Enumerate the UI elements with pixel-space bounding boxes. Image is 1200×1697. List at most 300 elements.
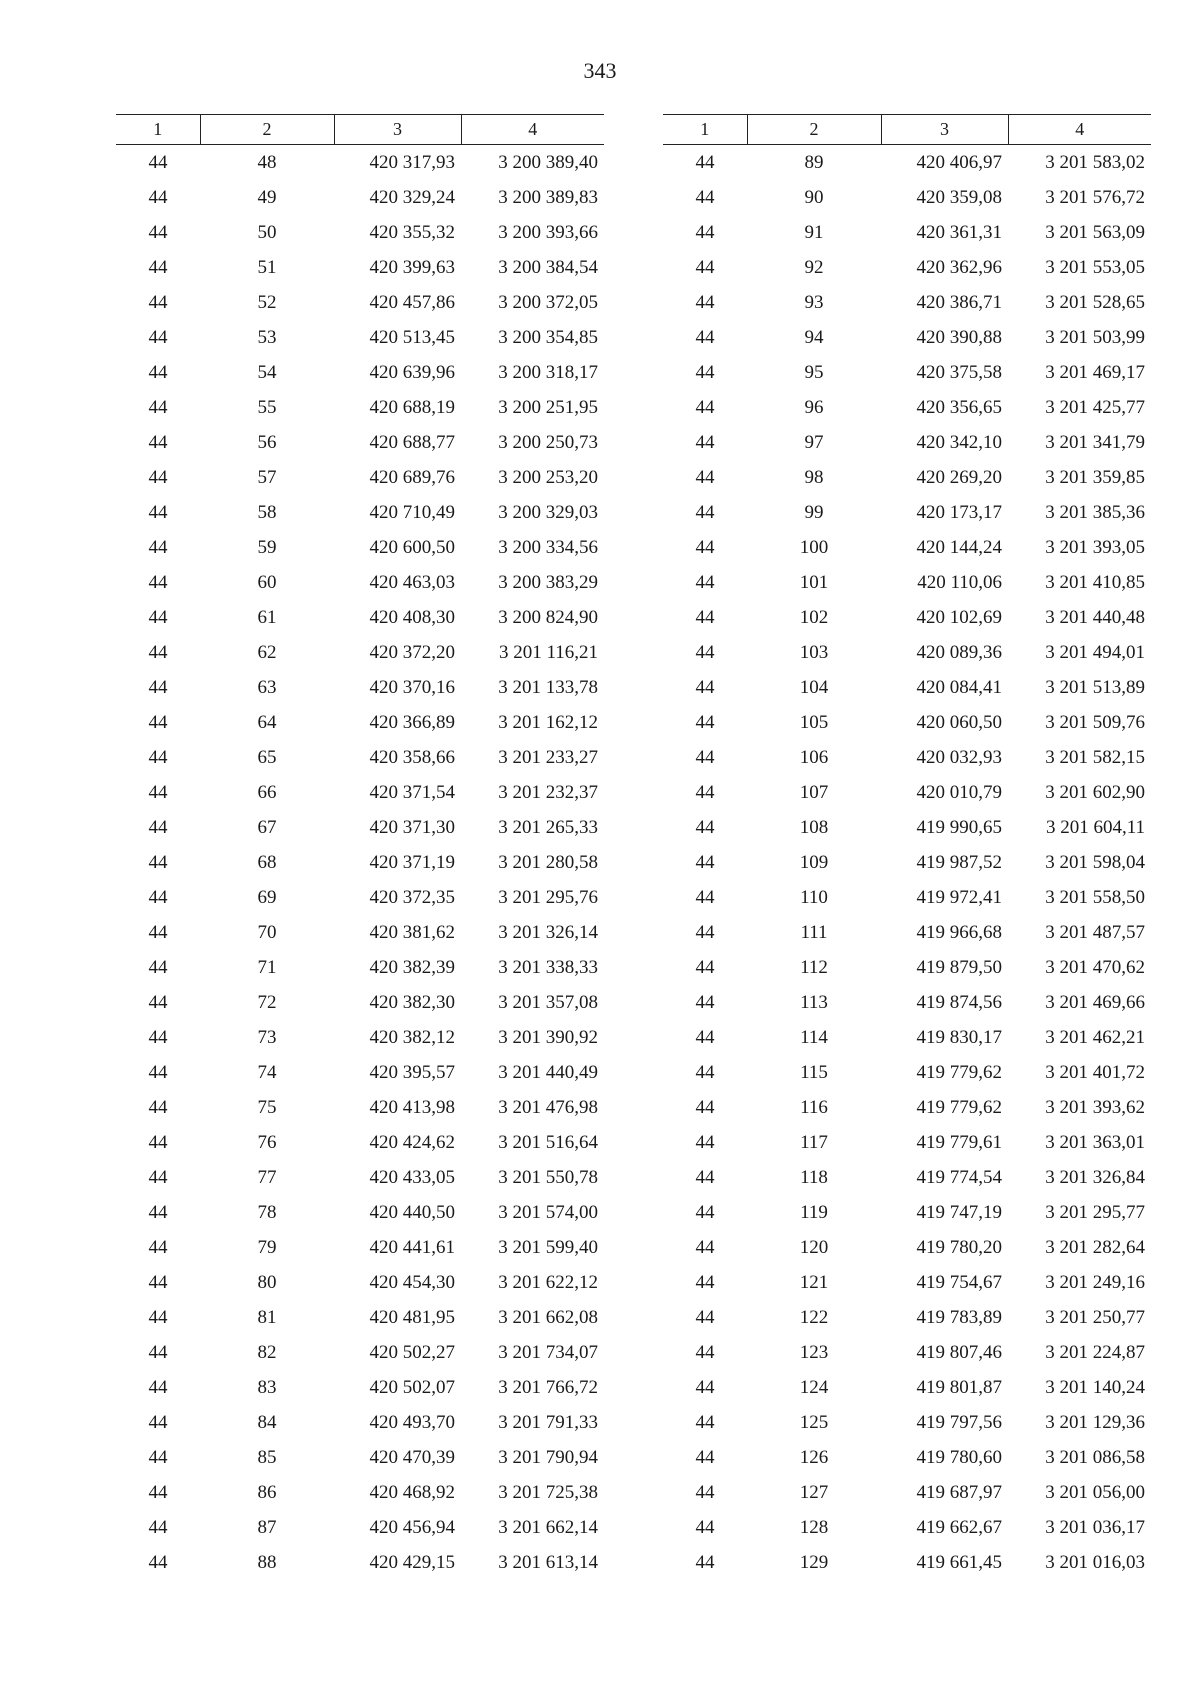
table-row xyxy=(663,1055,1151,1090)
table-cell-col3: 420 689,76 xyxy=(369,467,455,488)
table-row xyxy=(663,390,1151,425)
table-cell-col4: 3 201 598,04 xyxy=(1045,852,1145,873)
table-cell-col3: 420 395,57 xyxy=(369,1062,455,1083)
table-cell-col2: 88 xyxy=(257,1552,277,1573)
table-cell-col4: 3 201 162,12 xyxy=(498,712,598,733)
table-cell-col3: 419 807,46 xyxy=(916,1342,1002,1363)
table-cell-col4: 3 200 824,90 xyxy=(498,607,598,628)
table-row xyxy=(663,320,1151,355)
table-row xyxy=(116,1090,604,1125)
table-cell-col4: 3 201 558,50 xyxy=(1045,887,1145,908)
table-cell-col1: 44 xyxy=(148,572,168,593)
table-cell-col2: 112 xyxy=(800,957,828,978)
column-header-3: 3 xyxy=(334,115,461,145)
table-cell-col3: 419 987,52 xyxy=(916,852,1002,873)
table-cell-col3: 420 102,69 xyxy=(916,607,1002,628)
table-cell-col2: 98 xyxy=(804,467,824,488)
table-cell-col4: 3 201 470,62 xyxy=(1045,957,1145,978)
table-cell-col2: 96 xyxy=(804,397,824,418)
table-cell-col3: 420 381,62 xyxy=(369,922,455,943)
table-row xyxy=(663,1300,1151,1335)
table-row xyxy=(116,950,604,985)
table-row xyxy=(663,775,1151,810)
table-cell-col3: 420 456,94 xyxy=(369,1517,455,1538)
table-cell-col1: 44 xyxy=(148,257,168,278)
table-row xyxy=(116,1370,604,1405)
table-cell-col3: 419 879,50 xyxy=(916,957,1002,978)
table-row xyxy=(116,1545,604,1580)
table-cell-col4: 3 201 341,79 xyxy=(1045,432,1145,453)
table-cell-col2: 121 xyxy=(799,1272,829,1293)
table-cell-col1: 44 xyxy=(148,1517,168,1538)
table-cell-col3: 420 356,65 xyxy=(916,397,1002,418)
table-cell-col2: 72 xyxy=(257,992,277,1013)
table-cell-col1: 44 xyxy=(695,642,715,663)
table-row xyxy=(116,1195,604,1230)
table-cell-col1: 44 xyxy=(695,992,715,1013)
table-body xyxy=(116,145,604,1581)
table-cell-col2: 86 xyxy=(257,1482,277,1503)
table-cell-col3: 420 468,92 xyxy=(369,1482,455,1503)
table-cell-col4: 3 201 613,14 xyxy=(498,1552,598,1573)
table-cell-col2: 108 xyxy=(799,817,829,838)
table-row xyxy=(116,145,604,181)
table-row xyxy=(663,1195,1151,1230)
table-row xyxy=(663,635,1151,670)
table-row xyxy=(663,1125,1151,1160)
table-cell-col3: 420 366,89 xyxy=(369,712,455,733)
table-cell-col3: 420 359,08 xyxy=(916,187,1002,208)
table-cell-col3: 420 600,50 xyxy=(369,537,455,558)
table-cell-col2: 85 xyxy=(257,1447,277,1468)
table-cell-col3: 419 774,54 xyxy=(916,1167,1002,1188)
table-cell-col3: 420 639,96 xyxy=(369,362,455,383)
table-cell-col4: 3 200 253,20 xyxy=(498,467,598,488)
table-row xyxy=(116,740,604,775)
table-cell-col2: 92 xyxy=(804,257,824,278)
table-row xyxy=(663,1020,1151,1055)
table-cell-col2: 54 xyxy=(257,362,277,383)
table-cell-col3: 419 662,67 xyxy=(916,1517,1002,1538)
table-cell-col3: 419 801,87 xyxy=(916,1377,1002,1398)
table-cell-col2: 125 xyxy=(799,1412,829,1433)
table-cell-col4: 3 201 393,05 xyxy=(1045,537,1145,558)
table-cell-col4: 3 201 550,78 xyxy=(498,1167,598,1188)
table-cell-col1: 44 xyxy=(148,1412,168,1433)
table-cell-col3: 420 382,30 xyxy=(369,992,455,1013)
table-cell-col4: 3 201 036,17 xyxy=(1045,1517,1145,1538)
table-cell-col1: 44 xyxy=(695,1412,715,1433)
table-cell-col3: 420 010,79 xyxy=(916,782,1002,803)
table-row xyxy=(663,1265,1151,1300)
table-cell-col1: 44 xyxy=(695,1097,715,1118)
table-row xyxy=(663,1335,1151,1370)
table-cell-col2: 128 xyxy=(799,1517,829,1538)
table-cell-col3: 419 797,56 xyxy=(916,1412,1002,1433)
table-cell-col2: 93 xyxy=(804,292,824,313)
table-cell-col1: 44 xyxy=(148,1027,168,1048)
table-row xyxy=(663,250,1151,285)
table-cell-col4: 3 201 232,37 xyxy=(498,782,598,803)
table-cell-col1: 44 xyxy=(695,1202,715,1223)
table-cell-col2: 99 xyxy=(804,502,824,523)
table-cell-col4: 3 201 295,77 xyxy=(1045,1202,1145,1223)
table-cell-col1: 44 xyxy=(148,747,168,768)
table-row xyxy=(116,600,604,635)
column-header-4: 4 xyxy=(1008,115,1151,145)
table-cell-col1: 44 xyxy=(148,992,168,1013)
table-cell-col1: 44 xyxy=(148,1447,168,1468)
table-cell-col1: 44 xyxy=(695,1027,715,1048)
table-cell-col1: 44 xyxy=(148,537,168,558)
table-cell-col3: 420 390,88 xyxy=(916,327,1002,348)
table-row xyxy=(663,1440,1151,1475)
table-cell-col2: 70 xyxy=(257,922,277,943)
table-cell-col1: 44 xyxy=(695,817,715,838)
table-row xyxy=(116,1335,604,1370)
table-header-row xyxy=(116,115,604,145)
table-cell-col3: 420 513,45 xyxy=(369,327,455,348)
table-row xyxy=(663,1160,1151,1195)
table-cell-col3: 420 382,12 xyxy=(369,1027,455,1048)
table-cell-col4: 3 201 016,03 xyxy=(1045,1552,1145,1573)
table-cell-col3: 420 457,86 xyxy=(369,292,455,313)
table-cell-col4: 3 201 282,64 xyxy=(1045,1237,1145,1258)
table-cell-col4: 3 201 056,00 xyxy=(1045,1482,1145,1503)
table-cell-col1: 44 xyxy=(695,1237,715,1258)
table-cell-col2: 114 xyxy=(800,1027,828,1048)
column-header-2: 2 xyxy=(747,115,881,145)
table-cell-col2: 107 xyxy=(799,782,829,803)
table-cell-col1: 44 xyxy=(148,1482,168,1503)
table-cell-col1: 44 xyxy=(695,1517,715,1538)
table-cell-col2: 94 xyxy=(804,327,824,348)
table-cell-col1: 44 xyxy=(695,712,715,733)
table-cell-col3: 419 780,20 xyxy=(916,1237,1002,1258)
table-row xyxy=(663,1510,1151,1545)
table-cell-col3: 420 433,05 xyxy=(369,1167,455,1188)
table-cell-col1: 44 xyxy=(695,1447,715,1468)
table-header-row xyxy=(663,115,1151,145)
table-cell-col1: 44 xyxy=(695,537,715,558)
table-cell-col4: 3 201 662,14 xyxy=(498,1517,598,1538)
column-header-3: 3 xyxy=(881,115,1008,145)
table-cell-col3: 420 362,96 xyxy=(916,257,1002,278)
table-cell-col2: 129 xyxy=(799,1552,829,1573)
table-cell-col4: 3 201 487,57 xyxy=(1045,922,1145,943)
table-cell-col3: 420 710,49 xyxy=(369,502,455,523)
table-cell-col4: 3 201 599,40 xyxy=(498,1237,598,1258)
table-cell-col2: 51 xyxy=(257,257,277,278)
table-row xyxy=(116,180,604,215)
table-body xyxy=(663,145,1151,1581)
table-cell-col2: 65 xyxy=(257,747,277,768)
table-cell-col4: 3 201 513,89 xyxy=(1045,677,1145,698)
table-cell-col2: 117 xyxy=(800,1132,828,1153)
table-cell-col2: 78 xyxy=(257,1202,277,1223)
table-cell-col1: 44 xyxy=(148,1342,168,1363)
table-cell-col1: 44 xyxy=(148,957,168,978)
table-cell-col4: 3 200 372,05 xyxy=(498,292,598,313)
table-cell-col1: 44 xyxy=(148,397,168,418)
table-cell-col1: 44 xyxy=(695,677,715,698)
table-row xyxy=(663,1090,1151,1125)
table-cell-col3: 420 429,15 xyxy=(369,1552,455,1573)
table-cell-col3: 419 687,97 xyxy=(916,1482,1002,1503)
table-row xyxy=(116,565,604,600)
table-cell-col3: 420 470,39 xyxy=(369,1447,455,1468)
table-cell-col3: 420 370,16 xyxy=(369,677,455,698)
table-cell-col4: 3 200 329,03 xyxy=(498,502,598,523)
table-cell-col3: 420 372,35 xyxy=(369,887,455,908)
table-cell-col4: 3 201 326,14 xyxy=(498,922,598,943)
table-cell-col1: 44 xyxy=(148,1167,168,1188)
table-row xyxy=(663,845,1151,880)
table-cell-col1: 44 xyxy=(148,1237,168,1258)
table-cell-col2: 71 xyxy=(257,957,277,978)
table-cell-col4: 3 201 410,85 xyxy=(1045,572,1145,593)
table-row xyxy=(116,1510,604,1545)
table-cell-col3: 420 386,71 xyxy=(916,292,1002,313)
table-cell-col1: 44 xyxy=(148,1552,168,1573)
table-cell-col2: 102 xyxy=(799,607,829,628)
table-cell-col1: 44 xyxy=(695,607,715,628)
table-cell-col4: 3 201 576,72 xyxy=(1045,187,1145,208)
table-cell-col4: 3 200 383,29 xyxy=(498,572,598,593)
table-cell-col1: 44 xyxy=(148,187,168,208)
table-cell-col3: 420 060,50 xyxy=(916,712,1002,733)
table-cell-col3: 420 329,24 xyxy=(369,187,455,208)
table-row xyxy=(116,495,604,530)
table-row xyxy=(116,985,604,1020)
table-cell-col1: 44 xyxy=(695,467,715,488)
table-row xyxy=(116,250,604,285)
table-cell-col1: 44 xyxy=(695,1307,715,1328)
table-cell-col3: 419 779,62 xyxy=(916,1097,1002,1118)
table-cell-col3: 420 481,95 xyxy=(369,1307,455,1328)
table-cell-col3: 420 399,63 xyxy=(369,257,455,278)
table-cell-col2: 89 xyxy=(804,152,824,173)
table-cell-col1: 44 xyxy=(695,187,715,208)
table-cell-col4: 3 200 389,40 xyxy=(498,152,598,173)
table-row xyxy=(116,1440,604,1475)
table-cell-col3: 420 361,31 xyxy=(916,222,1002,243)
table-cell-col3: 419 779,62 xyxy=(916,1062,1002,1083)
table-cell-col4: 3 201 425,77 xyxy=(1045,397,1145,418)
table-cell-col1: 44 xyxy=(148,467,168,488)
table-row xyxy=(663,180,1151,215)
table-cell-col2: 62 xyxy=(257,642,277,663)
table-cell-col3: 419 754,67 xyxy=(916,1272,1002,1293)
table-cell-col2: 127 xyxy=(799,1482,829,1503)
table-cell-col4: 3 200 318,17 xyxy=(498,362,598,383)
table-cell-col4: 3 201 469,17 xyxy=(1045,362,1145,383)
table-row xyxy=(116,775,604,810)
table-row xyxy=(663,530,1151,565)
table-cell-col2: 111 xyxy=(800,922,828,943)
table-cell-col3: 420 089,36 xyxy=(916,642,1002,663)
table-cell-col2: 115 xyxy=(800,1062,828,1083)
table-cell-col3: 420 371,54 xyxy=(369,782,455,803)
table-cell-col1: 44 xyxy=(148,1097,168,1118)
table-cell-col4: 3 201 359,85 xyxy=(1045,467,1145,488)
table-cell-col2: 57 xyxy=(257,467,277,488)
table-cell-col4: 3 201 086,58 xyxy=(1045,1447,1145,1468)
table-cell-col2: 126 xyxy=(799,1447,829,1468)
table-cell-col2: 76 xyxy=(257,1132,277,1153)
table-cell-col1: 44 xyxy=(695,1552,715,1573)
table-cell-col1: 44 xyxy=(695,782,715,803)
table-cell-col2: 91 xyxy=(804,222,824,243)
column-header-1: 1 xyxy=(116,115,200,145)
table-cell-col2: 97 xyxy=(804,432,824,453)
table-cell-col4: 3 201 766,72 xyxy=(498,1377,598,1398)
table-cell-col3: 420 493,70 xyxy=(369,1412,455,1433)
table-cell-col3: 420 110,06 xyxy=(917,572,1002,593)
table-cell-col3: 420 342,10 xyxy=(916,432,1002,453)
coordinates-table-right xyxy=(663,114,1151,1580)
table-cell-col2: 61 xyxy=(257,607,277,628)
table-cell-col4: 3 200 384,54 xyxy=(498,257,598,278)
table-cell-col2: 79 xyxy=(257,1237,277,1258)
table-row xyxy=(116,705,604,740)
table-row xyxy=(116,845,604,880)
table-cell-col1: 44 xyxy=(695,152,715,173)
table-cell-col1: 44 xyxy=(695,852,715,873)
table-cell-col2: 80 xyxy=(257,1272,277,1293)
table-cell-col1: 44 xyxy=(148,1272,168,1293)
table-row xyxy=(663,985,1151,1020)
table-cell-col4: 3 201 528,65 xyxy=(1045,292,1145,313)
table-cell-col4: 3 201 338,33 xyxy=(498,957,598,978)
table-cell-col2: 83 xyxy=(257,1377,277,1398)
table-cell-col1: 44 xyxy=(695,922,715,943)
table-cell-col3: 419 780,60 xyxy=(916,1447,1002,1468)
table-cell-col1: 44 xyxy=(148,887,168,908)
table-row xyxy=(116,810,604,845)
table-cell-col3: 420 454,30 xyxy=(369,1272,455,1293)
table-cell-col1: 44 xyxy=(695,1167,715,1188)
table-cell-col2: 119 xyxy=(800,1202,828,1223)
table-cell-col4: 3 201 440,48 xyxy=(1045,607,1145,628)
table-cell-col1: 44 xyxy=(148,642,168,663)
table-cell-col4: 3 201 280,58 xyxy=(498,852,598,873)
table-cell-col1: 44 xyxy=(148,327,168,348)
table-cell-col2: 50 xyxy=(257,222,277,243)
table-cell-col2: 66 xyxy=(257,782,277,803)
table-cell-col4: 3 200 251,95 xyxy=(498,397,598,418)
table-cell-col1: 44 xyxy=(148,1202,168,1223)
table-cell-col4: 3 200 393,66 xyxy=(498,222,598,243)
table-row xyxy=(116,1405,604,1440)
table-row xyxy=(663,880,1151,915)
table-cell-col1: 44 xyxy=(695,1062,715,1083)
table-row xyxy=(116,1020,604,1055)
table-cell-col3: 420 317,93 xyxy=(369,152,455,173)
table-row xyxy=(663,1545,1151,1580)
table-cell-col3: 420 371,19 xyxy=(369,852,455,873)
table-row xyxy=(116,1230,604,1265)
table-cell-col1: 44 xyxy=(148,712,168,733)
table-cell-col2: 103 xyxy=(799,642,829,663)
table-cell-col1: 44 xyxy=(148,1377,168,1398)
table-cell-col2: 53 xyxy=(257,327,277,348)
table-cell-col1: 44 xyxy=(695,432,715,453)
table-cell-col4: 3 201 516,64 xyxy=(498,1132,598,1153)
table-cell-col2: 104 xyxy=(799,677,829,698)
table-cell-col1: 44 xyxy=(148,677,168,698)
table-cell-col4: 3 201 385,36 xyxy=(1045,502,1145,523)
table-cell-col1: 44 xyxy=(148,292,168,313)
table-cell-col4: 3 201 574,00 xyxy=(498,1202,598,1223)
table-cell-col1: 44 xyxy=(695,222,715,243)
table-cell-col1: 44 xyxy=(148,817,168,838)
table-row xyxy=(116,460,604,495)
table-row xyxy=(116,215,604,250)
table-row xyxy=(116,390,604,425)
table-cell-col3: 420 371,30 xyxy=(369,817,455,838)
table-cell-col2: 60 xyxy=(257,572,277,593)
table-cell-col4: 3 201 604,11 xyxy=(1045,817,1145,838)
table-cell-col1: 44 xyxy=(148,922,168,943)
table-cell-col2: 106 xyxy=(799,747,829,768)
table-cell-col4: 3 201 469,66 xyxy=(1045,992,1145,1013)
table-cell-col2: 82 xyxy=(257,1342,277,1363)
table-cell-col4: 3 201 509,76 xyxy=(1045,712,1145,733)
table-cell-col2: 84 xyxy=(257,1412,277,1433)
table-cell-col3: 420 355,32 xyxy=(369,222,455,243)
table-cell-col2: 101 xyxy=(799,572,829,593)
table-cell-col2: 113 xyxy=(800,992,828,1013)
table-cell-col2: 55 xyxy=(257,397,277,418)
table-row xyxy=(116,880,604,915)
table-cell-col3: 420 375,58 xyxy=(916,362,1002,383)
table-row xyxy=(663,705,1151,740)
table-cell-col3: 420 358,66 xyxy=(369,747,455,768)
table-cell-col3: 420 441,61 xyxy=(369,1237,455,1258)
table-cell-col3: 419 779,61 xyxy=(916,1132,1002,1153)
table-cell-col2: 56 xyxy=(257,432,277,453)
table-cell-col2: 118 xyxy=(800,1167,828,1188)
table-cell-col3: 419 990,65 xyxy=(916,817,1002,838)
table-row xyxy=(116,1300,604,1335)
table-cell-col4: 3 201 553,05 xyxy=(1045,257,1145,278)
table-row xyxy=(116,1265,604,1300)
table-row xyxy=(116,320,604,355)
table-cell-col2: 122 xyxy=(799,1307,829,1328)
table-row xyxy=(663,425,1151,460)
table-cell-col1: 44 xyxy=(148,222,168,243)
table-cell-col3: 420 406,97 xyxy=(916,152,1002,173)
table-cell-col2: 116 xyxy=(800,1097,828,1118)
table-cell-col2: 68 xyxy=(257,852,277,873)
table-cell-col2: 59 xyxy=(257,537,277,558)
table-cell-col4: 3 201 393,62 xyxy=(1045,1097,1145,1118)
table-cell-col2: 74 xyxy=(257,1062,277,1083)
table-cell-col1: 44 xyxy=(695,1377,715,1398)
table-cell-col2: 67 xyxy=(257,817,277,838)
table-row xyxy=(663,460,1151,495)
table-cell-col3: 420 032,93 xyxy=(916,747,1002,768)
table-cell-col4: 3 201 326,84 xyxy=(1045,1167,1145,1188)
table-cell-col3: 419 783,89 xyxy=(916,1307,1002,1328)
table-row xyxy=(663,145,1151,181)
column-header-1: 1 xyxy=(663,115,747,145)
table-cell-col1: 44 xyxy=(695,257,715,278)
table-cell-col3: 420 413,98 xyxy=(369,1097,455,1118)
table-cell-col4: 3 201 390,92 xyxy=(498,1027,598,1048)
table-row xyxy=(663,810,1151,845)
